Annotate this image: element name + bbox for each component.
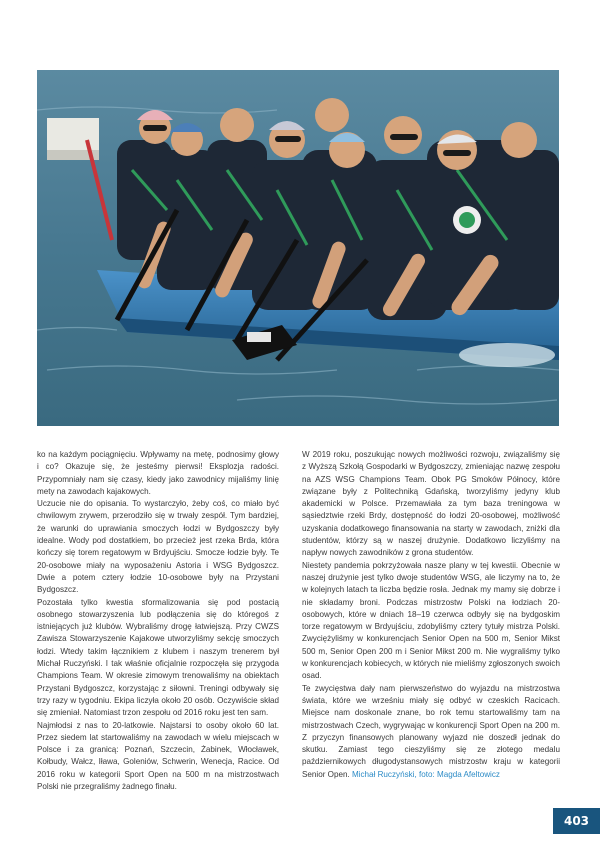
dragon-boat-photo bbox=[37, 70, 559, 426]
article-left-column bbox=[37, 449, 279, 793]
paragraph: Niestety pandemia pokrzyżowała nasze plany w tej kwestii. Obecnie w naszej drużynie jest tylko dwoje studentów WSG, ale liczymy na to, że w kolejnych latach ta liczba będzie rosła. Jednak my mamy się dobrze i nie składamy broni. Podczas mistrzostw Polski na łodziach 20-osobowych, które w dniach 18–19 czerwca odbyły się na bydgoskim torze regatowym w Brdyujściu, zdobyliśmy cztery tytuły mistrza Polski. Zwyciężyliśmy w konkurencjach Senior Open na 500 m, Senior Mikst 500 m, Senior Open 200 m i Senior Mikst 200 m. Nie wygraliśmy tylko w konkurencjach kobiecych, w których nie mieliśmy zgłoszonych swoich osad. bbox=[302, 560, 560, 681]
photo-credit: Michał Ruczyński, foto: Magda Afeltowicz bbox=[351, 769, 500, 779]
paragraph: Pozostała tylko kwestia sformalizowania się pod postacią osobnego stowarzyszenia lub podłączenia się do któregoś z istniejących już klubów. Wybraliśmy drogę łatwiejszą. Przy CWZS Zawisza Stowarzyszenie Kajakowe utworzyliśmy sekcję smoczych łodzi. Wtedy takim łącznikiem z klubem i naszym trenerem był Michał Ruczyński. I tak właśnie oficjalnie rozpoczęła się przygoda Champions Team. W okresie zimowym trenowaliśmy na obiektach Przystani Bydgoszcz, korzystając z siłowni. Treningi odbywały się trzy razy w tygodniu. Ekipa liczyła około 20 osób. Oczywiście skład się zmieniał. Natomiast trzon zespołu od 2016 roku jest ten sam. bbox=[37, 597, 279, 718]
paragraph: W 2019 roku, poszukując nowych możliwości rozwoju, związaliśmy się z Wyższą Szkołą Gospodarki w Bydgoszczy, zmieniając nazwę zespołu na AZS WSG Champions Team. Obok PG Smoków Północy, które związane były z Politechniką Gdańską, tworzyliśmy jedyny klub akademicki w Polsce. Przemawiała za tym baza treningowa w sąsiedztwie rzeki Brdy, dostępność do łodzi 20-osobowej, możliwość uzyskania dodatkowego finansowania na starty w zawodach, zniżki dla studentów, którzy są w naszej drużynie. Dodatkowo liczyliśmy na napływ nowych zawodników z grona studentów. bbox=[302, 450, 560, 558]
dragon-boat-team-photo-icon bbox=[37, 70, 559, 426]
paragraph bbox=[302, 683, 560, 781]
paragraph: Uczucie nie do opisania. To wystarczyło, żeby coś, co miało być chwilowym zrywem, przerodziło się w trwały zespół. Tym bardziej, że warunki do uprawiania smoczych łodzi w Bydgoszczy były idealne. Wody pod dostatkiem, bo przecież jest rzeka Brda, która kończy się torem regatowym w Brdyujściu. Smocze łodzie były. Te 20-osobowe miały na wyposażeniu Astoria i WSG Bydgoszcz. Dwie a potem cztery łodzie 10-osobowe były na Przystani Bydgoszcz. bbox=[37, 499, 279, 595]
article-right-column bbox=[302, 449, 560, 781]
paragraph: Najmłodsi z nas to 20-latkowie. Najstarsi to osoby około 60 lat. Przez siedem lat startowaliśmy na zawodach w wielu miejscach w Polsce i za granicą: Poznań, Szczecin, Żabinek, Włocławek, Kołbudy, Wałcz, Iława, Goleniów, Schwerin, Wenecja, Racice. Od 2016 roku w kategorii Sport Open na 500 m na mistrzostwach Polski nie przegraliśmy żadnego finału. bbox=[37, 720, 279, 792]
paragraph-text: Te zwycięstwa dały nam pierwszeństwo do wyjazdu na mistrzostwa świata, które we wrześniu miały się odbyć w czeskich Racicach. Miejsce nam doskonale znane, bo rok temu startowaliśmy tam na mistrzostwach Czech, wygrywając w konkurencji Sport Open na 200 m. Z przyczyn finansowych planowany wyjazd nie doszedł jednak do skutku. Zamiast tego cieszyliśmy się ze złotego medalu październikowych długodystansowych mistrzostw kraju w kategorii Senior Open. bbox=[302, 683, 560, 779]
paragraph: ko na każdym pociągnięciu. Wpływamy na metę, podnosimy głowy i co? Okazuje się, że jesteśmy pierwsi! Eksplozja radości. Przypomniały nam się czasy, kiedy jako zawodnicy mijaliśmy linię mety na zawodach kajakowych. bbox=[37, 450, 279, 496]
page-number: 403 bbox=[553, 808, 600, 834]
